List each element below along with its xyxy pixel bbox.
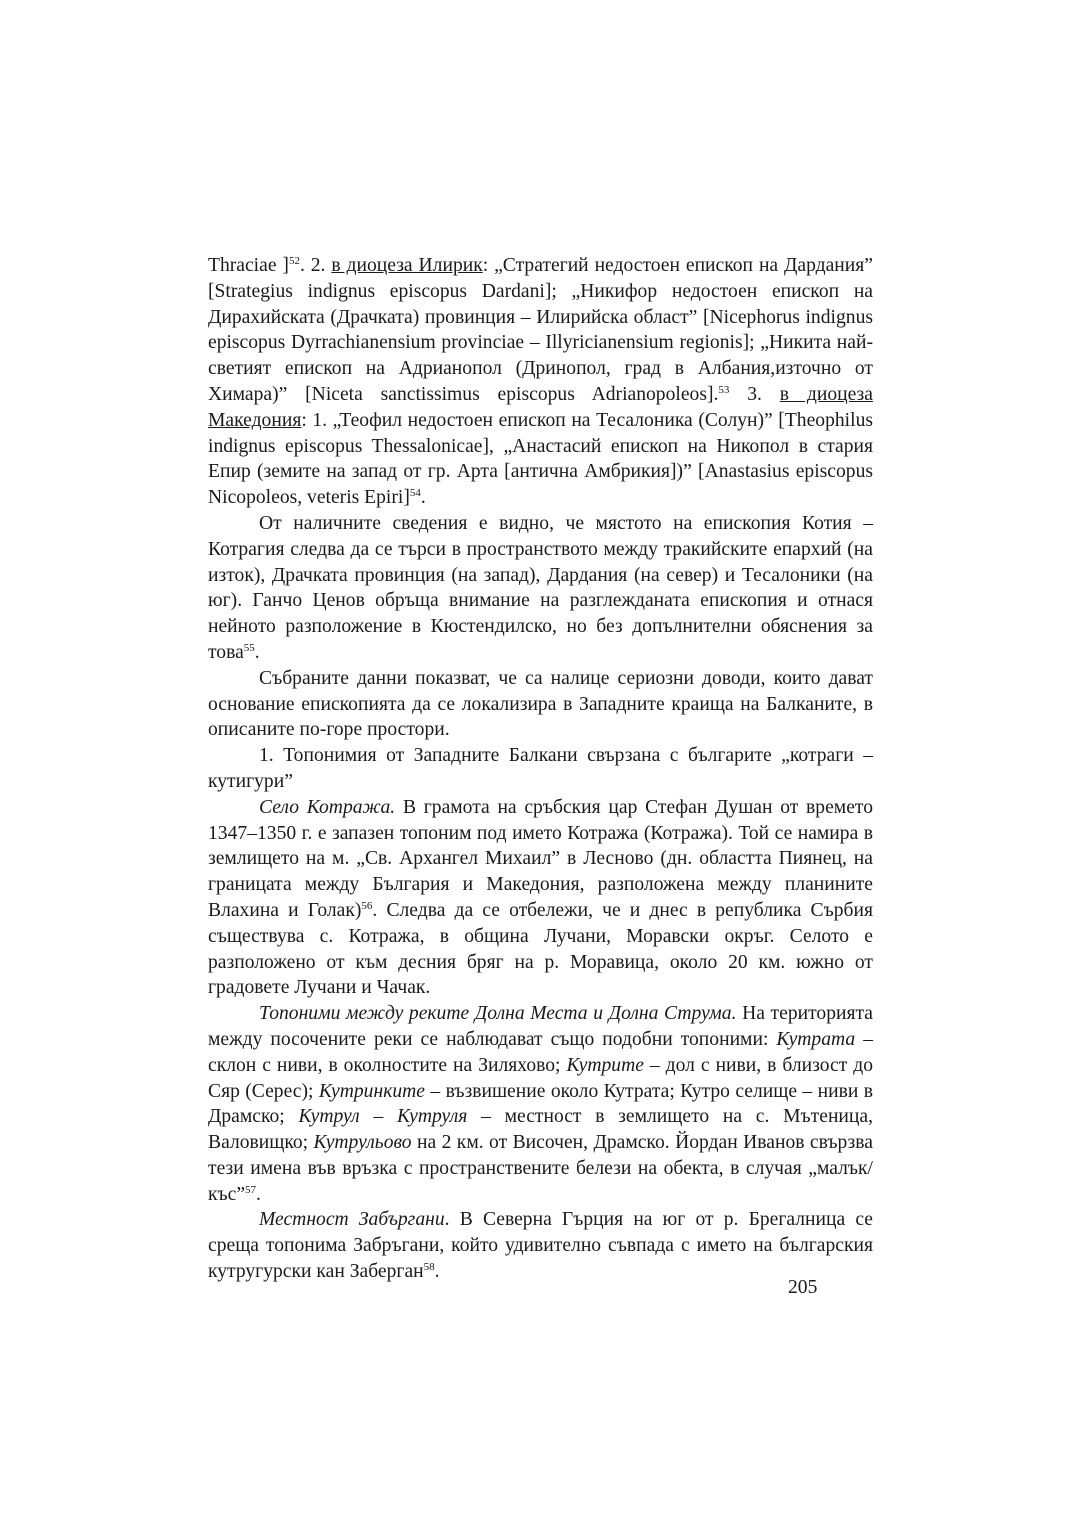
text-run: на 2 км. от Височен, Драмско. Йордан Иванов свързва тези имена във връзка с пространствените белези на обекта, в случая „малък/къс” [208, 1132, 873, 1205]
text-run: В грамота на сръбския цар Стефан Душан от времето 1347–1350 г. е запазен топоним под името Котража (Котража). Той се намира в землището на м. „Св. Архангел Михаил” в Лесново (дн. областта Пиянец, на границата между България и Македония, разположена между планините Влахина и Голак) [208, 796, 873, 921]
footnote-ref-56[interactable]: 56 [361, 899, 373, 912]
text-run: – дол с ниви, в близост до Сяр (Серес); [208, 1054, 873, 1102]
text-run: . 2. [299, 255, 332, 276]
toponym: Кутрата [776, 1028, 856, 1050]
footnote-ref-52[interactable]: 52 [288, 255, 300, 267]
text-run: 3. [729, 383, 780, 405]
footnote-ref-57[interactable]: 57 [245, 1183, 257, 1196]
paragraph-3 [208, 666, 873, 743]
subheading-mesta-struma: Топоними между реките Долна Места и Долна Струма. [259, 1003, 737, 1025]
text-run: . [256, 1183, 261, 1205]
text-run: – местност в землището на с. Мътеница, Валовищко; [208, 1106, 873, 1154]
text-run: – склон с ниви, в околностите на Зиляхово; [208, 1028, 874, 1076]
main-text [208, 253, 873, 1285]
paragraph-1 [208, 253, 873, 511]
text-run: – възвишение около Кутрата; Кутро селище – ниви в Драмско; [208, 1080, 873, 1128]
text-run: Thraciae ] [208, 255, 289, 276]
paragraph-zabargani [208, 1207, 873, 1284]
footnote-ref-54[interactable]: 54 [409, 487, 421, 500]
text-run: 1. Топонимия от Западните Балкани свързана с българите „котраги – кутигури” [208, 745, 873, 792]
text-run: . В Северна Гърция на юг от р. Брегалница се среща топонима Забръгани, който удивително съвпада с името на българския кутругурски кан Заберган [208, 1209, 873, 1283]
footnote-ref-58[interactable]: 58 [423, 1261, 435, 1274]
text-run: . [434, 1261, 440, 1283]
text-run: . Следва да се отбележи, че и днес в република Сърбия съществува с. Котража, в община Лучани, Моравски окръг. Селото е разположено от към десния бряг на р. Моравица, около 20 км. южно от градовете Лучани и Чачак. [208, 899, 874, 999]
text-run: От наличните сведения е видно, че мястото на епископия Котия – Котрагия следва да се търси в пространството между тракийските епархий (на изток), Драчката провинция (на запад), Дардания (на север) и Тесалоники (на юг). Ганчо Ценов обръща внимание на разглежданата епископия и отнася нейното разположение в Кюстендилско, но без допълнителни обяснения за това [208, 512, 873, 663]
text-run: . [254, 641, 260, 663]
page-number: 205 [788, 1277, 818, 1298]
footnote-ref-53[interactable]: 53 [718, 383, 730, 396]
text-run: . [420, 487, 426, 509]
paragraph-mesta-struma [208, 1001, 873, 1207]
diocese-macedonia-heading: в диоцеза Македония [208, 383, 873, 431]
text-run: На територията между посочените реки се наблюдават също подобни топоними: [208, 1003, 873, 1050]
text-run: Събраните данни показват, че са налице сериозни доводи, които дават основание епископията да се локализира в Западните краища на Балканите, в описаните по-горе простори. [208, 667, 873, 741]
section-heading-toponymy [208, 743, 873, 795]
toponym: Кутрульово [313, 1132, 412, 1154]
paragraph-2 [208, 511, 873, 666]
footnote-ref-55[interactable]: 55 [243, 641, 255, 654]
toponym: Кутрите [566, 1054, 644, 1076]
text-run: : „Стратегий недостоен епископ на Дардания” [Strategius indignus episcopus Dardani]; „Никифор недостоен епископ на Дирахийската (Драчката) провинция – Илирийска област” [Nicephorus indignus episcopus Dyrrachianensium provinciae – Illyricianensium regionis]; „Никита най-светият епископ на Адрианопол (Дринопол, град в Албания,източно от Химара)” [Niceta sanctissimus episcopus Adrianopoleos]. [208, 255, 873, 405]
subheading-kotrazha: Село Котража. [259, 796, 396, 818]
diocese-illyricum-heading: в диоцеза Илирик [331, 255, 483, 276]
paragraph-kotrazha [208, 795, 873, 1001]
toponym: Кутринките [318, 1080, 425, 1102]
subheading-zabargani: Местност Забъргани [259, 1209, 445, 1231]
toponym: Кутрул – Кутруля [298, 1106, 468, 1128]
text-run: : 1. „Теофил недостоен епископ на Тесалоника (Солун)” [Theophilus indignus episcopus Thessalonicae], „Анастасий епископ на Никопол в стария Епир (земите на запад от гр. Арта [антична Амбрикия])” [Anastasius episcopus Nicopoleos, veteris Epiri] [208, 409, 873, 509]
